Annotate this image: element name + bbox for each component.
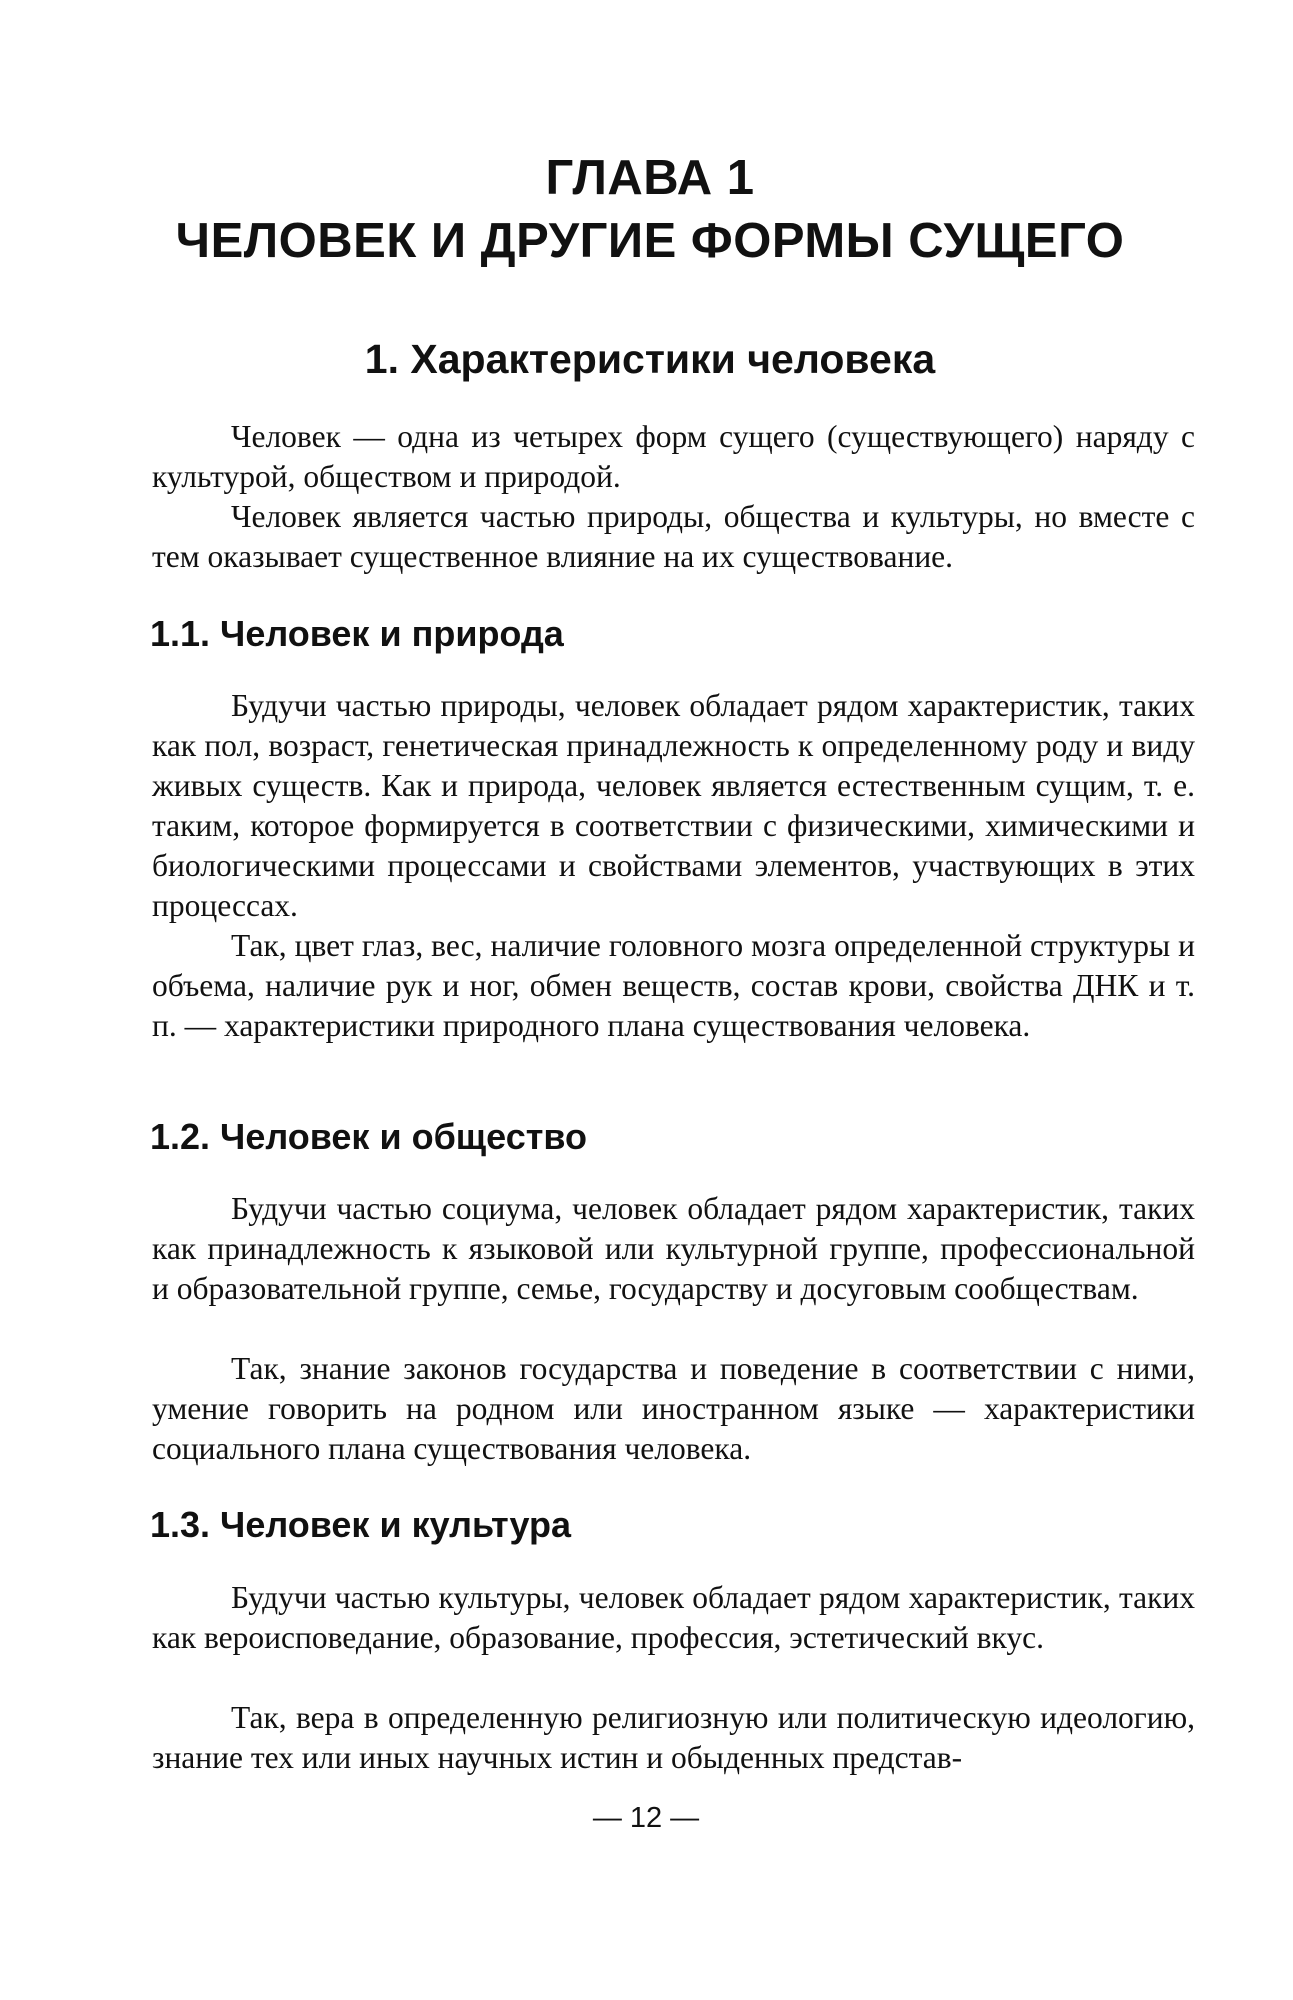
chapter-label: ГЛАВА 1 xyxy=(545,151,755,205)
page-number: — 12 — xyxy=(592,1802,700,1834)
subsection-title-culture: 1.3. Человек и культура xyxy=(150,1504,572,1545)
section-title: 1. Характеристики человека xyxy=(364,336,936,382)
subsection-paragraph: Будучи частью культуры, человек обладает рядом характеристик, таких как вероисповедание, образование, профессия, эстетический вкус. xyxy=(152,1580,1195,1655)
subsection-paragraph: Так, знание законов государства и поведение в соответствии с ними, умение говорить на родном или иностранном языке — характеристики социального плана существования человека. xyxy=(152,1351,1195,1466)
section-paragraph: Человек — одна из четырех форм сущего (существующего) наряду с культурой, обществом и природой. xyxy=(152,419,1195,494)
subsection-paragraph: Так, цвет глаз, вес, наличие головного мозга определенной структуры и объема, наличие рук и ног, обмен веществ, состав крови, свойства ДНК и т. п. — характеристики природного плана существования человека. xyxy=(152,928,1195,1043)
chapter-title: ЧЕЛОВЕК И ДРУГИЕ ФОРМЫ СУЩЕГО xyxy=(175,214,1125,268)
subsection-title-society: 1.2. Человек и общество xyxy=(150,1116,588,1157)
section-paragraph: Человек является частью природы, общества и культуры, но вместе с тем оказывает существенное влияние на их существование. xyxy=(152,499,1195,574)
subsection-paragraph: Будучи частью социума, человек обладает рядом характеристик, таких как принадлежность к языковой или культурной группе, профессиональной и образовательной группе, семье, государству и досуговым сообществам. xyxy=(152,1191,1195,1306)
subsection-title-nature: 1.1. Человек и природа xyxy=(150,613,564,654)
subsection-paragraph: Так, вера в определенную религиозную или политическую идеологию, знание тех или иных научных истин и обыденных представ- xyxy=(152,1700,1195,1775)
subsection-paragraph: Будучи частью природы, человек обладает рядом характеристик, таких как пол, возраст, генетическая принадлежность к определенному роду и виду живых существ. Как и природа, человек является естественным сущим, т. е. таким, которое формируется в соответствии с физическими, химическими и биологическими процессами и свойствами элементов, участвующих в этих процессах. xyxy=(152,688,1195,923)
